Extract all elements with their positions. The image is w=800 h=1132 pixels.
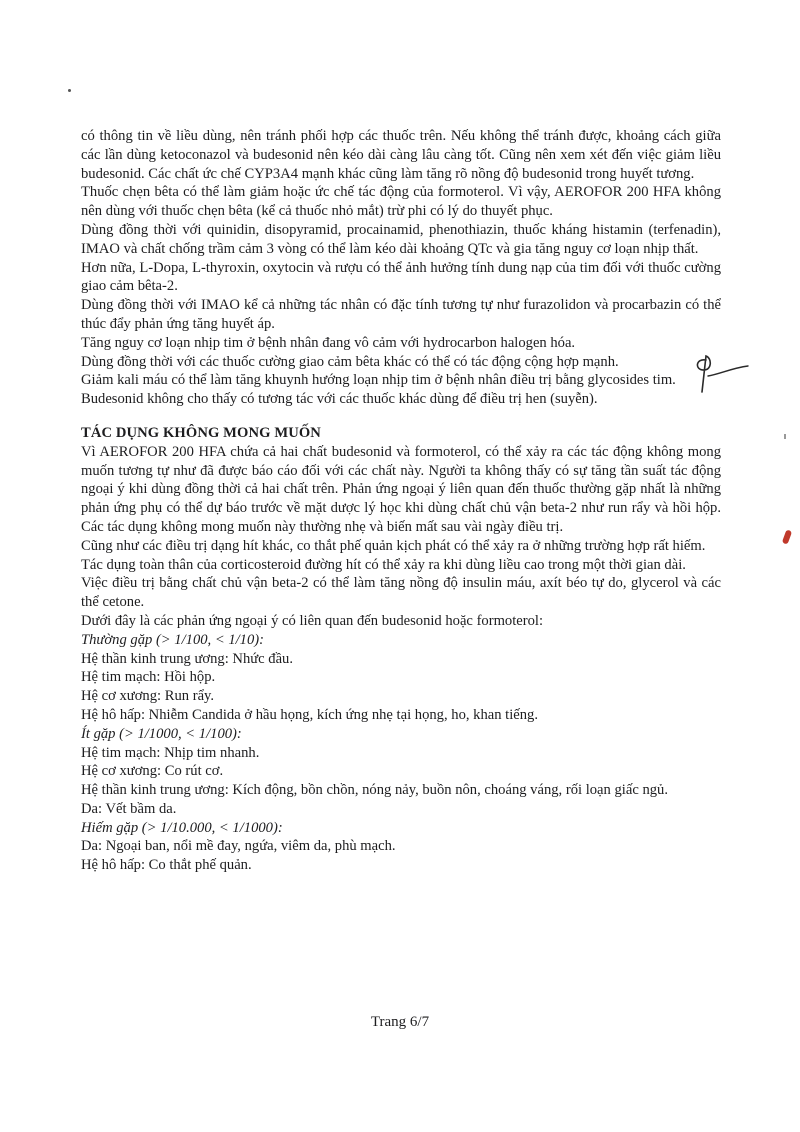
scan-speck <box>784 434 786 439</box>
paragraph: Vì AEROFOR 200 HFA chứa cả hai chất budesonid và formoterol, có thể xảy ra các tác động không mong muốn tương tự như đã được báo cáo đối với các chất này. Người ta không thấy có sự tăng tần suất tác động ngoại ý khi dùng đồng thời cả hai chất trên. Phản ứng ngoại ý liên quan đến thuốc thường gặp nhất là những phản ứng phụ có thể dự báo trước về mặt dược lý học khi dùng chất chủ vận beta-2 như run rẩy và hồi hộp. Các tác dụng không mong muốn này thường nhẹ và biến mất sau vài ngày điều trị. <box>81 443 721 535</box>
paragraph: Việc điều trị bằng chất chủ vận beta-2 có thể làm tăng nồng độ insulin máu, axít béo tự do, glycerol và các thể cetone. <box>81 575 721 611</box>
effect-item: Da: Vết bầm da. <box>81 800 177 817</box>
paragraph: Dùng đồng thời với các thuốc cường giao cảm bêta khác có thể có tác động cộng hợp mạnh. <box>81 353 619 370</box>
effect-item: Hệ cơ xương: Run rẩy. <box>81 688 215 705</box>
frequency-label: Thường gặp (> 1/100, < 1/10): <box>81 631 264 648</box>
effect-item: Hệ cơ xương: Co rút cơ. <box>81 763 224 780</box>
effect-item: Hệ hô hấp: Nhiễm Candida ở hầu họng, kích ứng nhẹ tại họng, ho, khan tiếng. <box>81 706 539 723</box>
scan-speck <box>68 89 71 92</box>
paragraph: Dùng đồng thời với IMAO kể cả những tác nhân có đặc tính tương tự như furazolidon và procarbazin có thể thúc đẩy phản ứng tăng huyết áp. <box>81 297 721 332</box>
paragraph: có thông tin về liều dùng, nên tránh phối hợp các thuốc trên. Nếu không thể tránh được, khoảng cách giữa các lần dùng ketoconazol và budesonid nên kéo dài càng lâu càng tốt. Cũng nên xem xét đến việc giảm liều budesonid. Các chất ức chế CYP3A4 mạnh khác cũng làm tăng rõ nồng độ budesonid trong huyết tương. <box>81 128 721 182</box>
paragraph: Tác dụng toàn thân của corticosteroid đường hít có thể xảy ra khi dùng liều cao trong một thời gian dài. <box>81 556 686 573</box>
paragraph: Giảm kali máu có thể làm tăng khuynh hướng loạn nhịp tim ở bệnh nhân điều trị bằng glycosides tim. <box>81 372 676 389</box>
paragraph: Cũng như các điều trị dạng hít khác, co thắt phế quản kịch phát có thể xảy ra ở những trường hợp rất hiếm. <box>81 537 706 554</box>
effect-item: Da: Ngoại ban, nổi mề đay, ngứa, viêm da, phù mạch. <box>81 838 396 855</box>
paragraph: Thuốc chẹn bêta có thể làm giảm hoặc ức chế tác động của formoterol. Vì vậy, AEROFOR 200 HFA không nên dùng với thuốc chẹn bêta (kể cả thuốc nhỏ mắt) trừ phi có lý do thuyết phục. <box>81 184 721 220</box>
red-stamp-mark <box>782 529 792 544</box>
document-body <box>81 127 721 875</box>
effect-item: Hệ thần kinh trung ương: Kích động, bồn chồn, nóng nảy, buồn nôn, choáng váng, rối loạn giấc ngủ. <box>81 782 668 799</box>
section-heading: TÁC DỤNG KHÔNG MONG MUỐN <box>81 424 321 441</box>
page-number: Trang 6/7 <box>370 1014 430 1030</box>
paragraph: Dưới đây là các phản ứng ngoại ý có liên quan đến budesonid hoặc formoterol: <box>81 612 544 629</box>
effect-item: Hệ hô hấp: Co thắt phế quản. <box>81 857 252 874</box>
frequency-label: Hiếm gặp (> 1/10.000, < 1/1000): <box>81 819 283 836</box>
effect-item: Hệ tim mạch: Nhịp tim nhanh. <box>81 744 260 761</box>
paragraph: Budesonid không cho thấy có tương tác với các thuốc khác dùng để điều trị hen (suyễn). <box>81 391 598 408</box>
frequency-label: Ít gặp (> 1/1000, < 1/100): <box>81 725 242 742</box>
paragraph: Tăng nguy cơ loạn nhịp tim ở bệnh nhân đang vô cảm với hydrocarbon halogen hóa. <box>81 334 576 351</box>
paragraph: Dùng đồng thời với quinidin, disopyramid, procainamid, phenothiazin, thuốc kháng histamin (terfenadin), IMAO và chất chống trầm cảm 3 vòng có thể làm kéo dài khoảng QTc và gia tăng nguy cơ loạn nhịp thất. <box>81 221 721 257</box>
effect-item: Hệ thần kinh trung ương: Nhức đầu. <box>81 650 294 667</box>
paragraph: Hơn nữa, L-Dopa, L-thyroxin, oxytocin và rượu có thể ảnh hưởng tính dung nạp của tim đối với thuốc cường giao cảm bêta-2. <box>81 259 721 295</box>
handwritten-initials <box>692 352 752 396</box>
effect-item: Hệ tim mạch: Hồi hộp. <box>81 669 216 686</box>
